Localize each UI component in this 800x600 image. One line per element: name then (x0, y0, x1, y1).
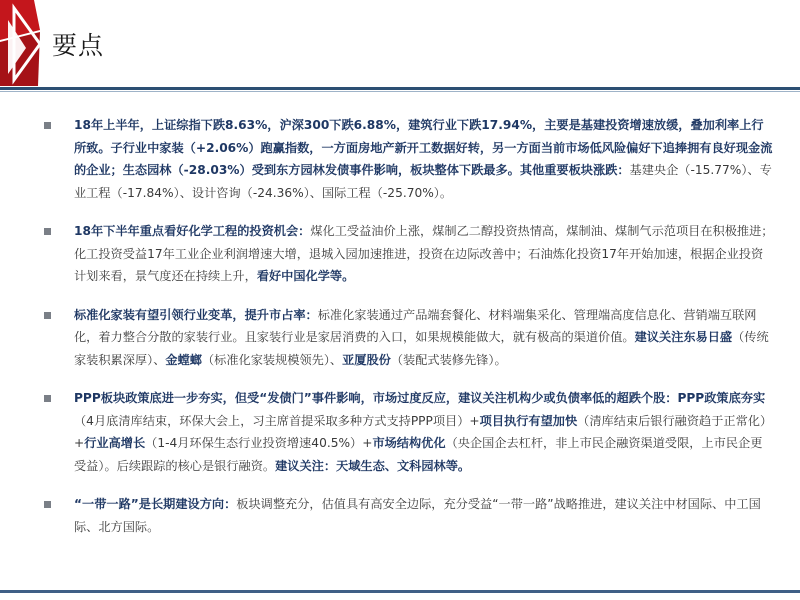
item-text: 板块调整充分，估值具有高安全边际，充分受益“一带一路”战略推进，建议关注中材国际、中工国际、北方国际。 (74, 497, 761, 534)
item-text-bold: “一带一路”是长期建设方向： (74, 497, 237, 511)
slide-header (0, 0, 800, 96)
bullet-list (44, 114, 774, 554)
page-title: 要点 (52, 31, 105, 60)
square-bullet-icon (44, 122, 51, 129)
square-bullet-icon (44, 395, 51, 402)
item-text: （装配式装修先锋）。 (390, 352, 507, 367)
item-text: （标准化家装规模领先）、 (201, 352, 343, 367)
list-item (44, 114, 774, 204)
item-text: （1-4月环保生态行业投资增速40.5%）+ (145, 436, 373, 450)
item-text-bold: 18年下半年重点看好化学工程的投资机会： (74, 224, 311, 238)
item-text-bold: 金螳螂 (165, 352, 202, 367)
list-item (44, 304, 774, 372)
item-text: 基建央企（-15.77%）、专业工程（-17.84%）、设计咨询（-24.36%）、国际工程（-25.70%）。 (74, 163, 772, 200)
item-text-bold: PPP板块政策底进一步夯实，但受“发债门”事件影响，市场过度反应，建议关注机构少或负债率低的超跌个股：PPP政策底夯实 (74, 391, 766, 405)
list-item (44, 493, 774, 538)
item-text-bold: 行业高增长 (84, 436, 146, 450)
square-bullet-icon (44, 501, 51, 508)
item-text-bold: 亚厦股份 (342, 352, 391, 367)
item-text-bold: 18年上半年，上证综指下跌8.63%，沪深300下跌6.88%，建筑行业下跌17.94%，主要是基建投资增速放缓，叠加利率上行所致。子行业中家装（+2.06%）跑赢指数，一方面房地产新开工数据好转，另一方面当前市场低风险偏好下追捧拥有良好现金流的企业；生态园林（-28.03%）受到东方园林发债事件影响，板块整体下跌最多。其他重要板块涨跌： (74, 118, 773, 177)
footer-divider (0, 590, 800, 593)
item-text-bold: 项目执行有望加快 (479, 413, 578, 428)
item-text: 标准化家装通过产品端套餐化、材料端集采化、管理端高度信息化、营销端互联网化，着力整合分散的家装行业。且家装行业是家居消费的入口，如果规模能做大，就有极高的渠道价值。 (74, 307, 757, 344)
red-corner-logo-icon (0, 0, 44, 88)
list-item (44, 220, 774, 288)
item-text-bold: 看好中国化学等。 (256, 269, 355, 283)
item-text: （清库结束后银行融资趋于正常化）+ (74, 413, 773, 450)
item-text: （4月底清库结束，环保大会上，习主席首提采取多种方式支持PPP项目）+ (74, 413, 480, 428)
item-text: （传统家装积累深厚）、 (74, 330, 769, 367)
item-text-bold: 建议关注：天域生态、文科园林等。 (275, 458, 471, 473)
item-text: （央企国企去杠杆，非上市民企融资渠道受限，上市民企更受益）。后续跟踪的核心是银行融资。 (74, 436, 763, 473)
square-bullet-icon (44, 228, 51, 235)
list-item (44, 387, 774, 477)
item-text-bold: 市场结构优化 (372, 436, 446, 450)
item-text-bold: 标准化家装有望引领行业变革，提升市占率： (74, 307, 318, 322)
item-text-bold: 建议关注东易日盛 (634, 330, 733, 344)
header-divider (0, 87, 800, 90)
item-text: 煤化工受益油价上涨，煤制乙二醇投资热情高，煤制油、煤制气示范项目在积极推进；化工投资受益17年工业企业利润增速大增，退城入园加速推进，投资在边际改善中；石油炼化投资17年开始加速，根据企业投资计划来看，景气度还在持续上升， (74, 224, 774, 283)
header-divider-light (0, 91, 800, 92)
square-bullet-icon (44, 312, 51, 319)
